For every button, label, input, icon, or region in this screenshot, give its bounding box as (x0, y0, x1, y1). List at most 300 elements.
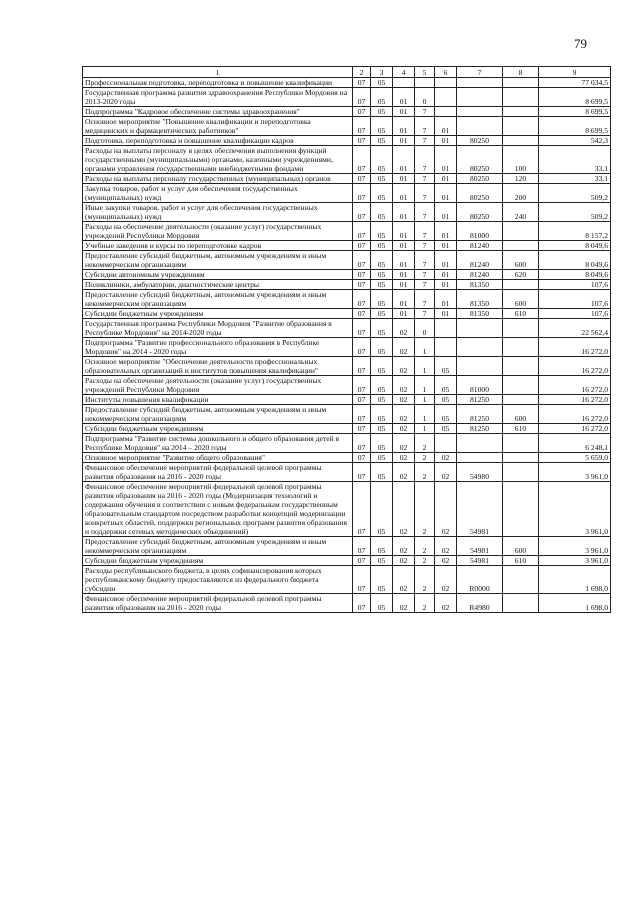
activity-code-cell: 01 (435, 280, 457, 290)
expense-type-code-cell (503, 357, 539, 376)
item-name-cell: Основное мероприятие "Повышение квалификации и переподготовка медицинских и фармацевтических работников" (83, 117, 353, 136)
expense-type-code-cell: 600 (503, 251, 539, 270)
activity-code-cell: 02 (435, 482, 457, 537)
amount-cell: 77 034,5 (539, 78, 611, 88)
subprogram-code-cell: 1 (415, 424, 435, 434)
subsection-code-cell: 05 (371, 117, 393, 136)
activity-code-cell: 01 (435, 136, 457, 146)
item-name-cell: Субсидии автономным учреждениям (83, 270, 353, 280)
program-code-cell: 01 (393, 174, 415, 184)
direction-code-cell: 81250 (457, 424, 503, 434)
subprogram-code-cell: 2 (415, 556, 435, 566)
direction-code-cell: 81350 (457, 280, 503, 290)
table-row (83, 424, 611, 434)
amount-cell: 8 699,5 (539, 117, 611, 136)
activity-code-cell: 05 (435, 357, 457, 376)
amount-cell: 22 562,4 (539, 319, 611, 338)
expense-type-code-cell (503, 453, 539, 463)
program-code-cell: 02 (393, 537, 415, 556)
expense-type-code-cell (503, 594, 539, 613)
section-code-cell: 07 (353, 453, 371, 463)
item-name-cell: Финансовое обеспечение мероприятий федеральной целевой программы развития образования на 2016 - 2020 годы (83, 463, 353, 482)
table-row (83, 556, 611, 566)
amount-cell: 3 961,0 (539, 463, 611, 482)
subprogram-code-cell: 7 (415, 290, 435, 309)
activity-code-cell: 01 (435, 251, 457, 270)
program-code-cell: 02 (393, 424, 415, 434)
header-cell: 3 (371, 67, 393, 78)
table-row (83, 270, 611, 280)
expense-type-code-cell (503, 319, 539, 338)
direction-code-cell: 80250 (457, 203, 503, 222)
direction-code-cell: 81350 (457, 290, 503, 309)
amount-cell: 16 272,0 (539, 424, 611, 434)
item-name-cell: Предоставление субсидий бюджетным, автономным учреждениям и иным некоммерческим организациям (83, 290, 353, 309)
item-name-cell: Расходы на выплаты персоналу государственных (муниципальных) органов (83, 174, 353, 184)
section-code-cell: 07 (353, 280, 371, 290)
activity-code-cell: 01 (435, 309, 457, 319)
section-code-cell: 07 (353, 309, 371, 319)
subprogram-code-cell: 7 (415, 241, 435, 251)
expense-type-code-cell (503, 280, 539, 290)
table-row (83, 395, 611, 405)
table-row (83, 309, 611, 319)
program-code-cell: 01 (393, 309, 415, 319)
amount-cell: 16 272,0 (539, 357, 611, 376)
program-code-cell: 01 (393, 136, 415, 146)
expense-type-code-cell: 240 (503, 203, 539, 222)
activity-code-cell: 01 (435, 290, 457, 309)
subprogram-code-cell: 1 (415, 338, 435, 357)
subsection-code-cell: 05 (371, 405, 393, 424)
subprogram-code-cell: 7 (415, 280, 435, 290)
amount-cell: 3 961,0 (539, 482, 611, 537)
amount-cell: 542,3 (539, 136, 611, 146)
subsection-code-cell: 05 (371, 290, 393, 309)
program-code-cell: 02 (393, 566, 415, 594)
subsection-code-cell: 05 (371, 203, 393, 222)
item-name-cell: Иные закупки товаров, работ и услуг для обеспечения государственных (муниципальных) нужд (83, 203, 353, 222)
subsection-code-cell: 05 (371, 395, 393, 405)
subprogram-code-cell: 7 (415, 146, 435, 174)
direction-code-cell: 81000 (457, 222, 503, 241)
amount-cell: 8 699,5 (539, 107, 611, 117)
table-row (83, 338, 611, 357)
section-code-cell: 07 (353, 566, 371, 594)
page-number: 79 (574, 36, 587, 51)
table-row (83, 78, 611, 88)
direction-code-cell: 54981 (457, 556, 503, 566)
direction-code-cell (457, 88, 503, 107)
direction-code-cell: 54981 (457, 537, 503, 556)
table-row (83, 566, 611, 594)
amount-cell: 16 272,0 (539, 405, 611, 424)
activity-code-cell: 05 (435, 424, 457, 434)
direction-code-cell: 81350 (457, 309, 503, 319)
direction-code-cell: 80250 (457, 184, 503, 203)
subsection-code-cell: 05 (371, 78, 393, 88)
item-name-cell: Закупка товаров, работ и услуг для обеспечения государственных (муниципальных) нужд (83, 184, 353, 203)
direction-code-cell (457, 338, 503, 357)
program-code-cell: 02 (393, 357, 415, 376)
subprogram-code-cell: 0 (415, 88, 435, 107)
section-code-cell: 07 (353, 117, 371, 136)
subsection-code-cell: 05 (371, 482, 393, 537)
subsection-code-cell: 05 (371, 270, 393, 280)
section-code-cell: 07 (353, 482, 371, 537)
program-code-cell: 01 (393, 146, 415, 174)
direction-code-cell: 81240 (457, 241, 503, 251)
subprogram-code-cell: 7 (415, 309, 435, 319)
section-code-cell: 07 (353, 405, 371, 424)
item-name-cell: Подпрограмма "Кадровое обеспечение системы здравоохранения" (83, 107, 353, 117)
activity-code-cell: 01 (435, 203, 457, 222)
activity-code-cell: 05 (435, 405, 457, 424)
subsection-code-cell: 05 (371, 424, 393, 434)
table-row (83, 405, 611, 424)
section-code-cell: 07 (353, 357, 371, 376)
program-code-cell: 02 (393, 319, 415, 338)
direction-code-cell (457, 107, 503, 117)
item-name-cell: Основное мероприятие "Обеспечение деятельности профессиональных образовательных организаций и институтов повышения квалификации" (83, 357, 353, 376)
amount-cell: 8 699,5 (539, 88, 611, 107)
amount-cell: 33,1 (539, 146, 611, 174)
table-row (83, 136, 611, 146)
direction-code-cell: 80250 (457, 146, 503, 174)
expense-type-code-cell (503, 434, 539, 453)
table-row (83, 357, 611, 376)
subprogram-code-cell: 2 (415, 482, 435, 537)
program-code-cell: 01 (393, 280, 415, 290)
activity-code-cell: 02 (435, 594, 457, 613)
subsection-code-cell: 05 (371, 222, 393, 241)
subprogram-code-cell: 2 (415, 537, 435, 556)
section-code-cell: 07 (353, 88, 371, 107)
amount-cell: 8 049,6 (539, 241, 611, 251)
activity-code-cell: 05 (435, 395, 457, 405)
header-cell: 5 (415, 67, 435, 78)
subsection-code-cell: 05 (371, 241, 393, 251)
activity-code-cell (435, 78, 457, 88)
subprogram-code-cell: 7 (415, 222, 435, 241)
table-row (83, 482, 611, 537)
item-name-cell: Подпрограмма "Развитие системы дошкольного и общего образования детей в Республике Мордовия" на 2014 – 2020 годы (83, 434, 353, 453)
direction-code-cell: 80250 (457, 174, 503, 184)
activity-code-cell: 01 (435, 146, 457, 174)
activity-code-cell: 02 (435, 463, 457, 482)
direction-code-cell: 81240 (457, 251, 503, 270)
table-row (83, 203, 611, 222)
amount-cell: 8 157,2 (539, 222, 611, 241)
item-name-cell: Финансовое обеспечение мероприятий федеральной целевой программы развития образования на 2016 - 2020 годы (Модернизация технологий и содержания обучения в соответствии с новым федеральным государственным образовательным стандартом посредством разработки концепций модернизации конкретных областей, поддержки региональных программ развития образования и поддержки сетевых методических объединений) (83, 482, 353, 537)
subprogram-code-cell: 2 (415, 594, 435, 613)
amount-cell: 3 961,0 (539, 556, 611, 566)
program-code-cell: 02 (393, 405, 415, 424)
direction-code-cell: R0000 (457, 566, 503, 594)
expense-type-code-cell (503, 395, 539, 405)
subprogram-code-cell: 2 (415, 453, 435, 463)
item-name-cell: Предоставление субсидий бюджетным, автономным учреждениям и иным некоммерческим организациям (83, 251, 353, 270)
section-code-cell: 07 (353, 434, 371, 453)
amount-cell: 33,1 (539, 174, 611, 184)
expense-type-code-cell (503, 222, 539, 241)
direction-code-cell (457, 453, 503, 463)
program-code-cell: 01 (393, 270, 415, 280)
subsection-code-cell: 05 (371, 434, 393, 453)
amount-cell: 1 698,0 (539, 566, 611, 594)
item-name-cell: Субсидии бюджетным учреждениям (83, 556, 353, 566)
subprogram-code-cell: 2 (415, 463, 435, 482)
section-code-cell: 07 (353, 184, 371, 203)
table-body (83, 78, 611, 613)
direction-code-cell: 54980 (457, 463, 503, 482)
activity-code-cell: 01 (435, 117, 457, 136)
header-cell: 6 (435, 67, 457, 78)
section-code-cell: 07 (353, 136, 371, 146)
direction-code-cell (457, 434, 503, 453)
table-row (83, 107, 611, 117)
amount-cell: 5 659,0 (539, 453, 611, 463)
amount-cell: 16 272,0 (539, 395, 611, 405)
subsection-code-cell: 05 (371, 184, 393, 203)
subsection-code-cell: 05 (371, 566, 393, 594)
amount-cell: 1 698,0 (539, 594, 611, 613)
header-cell: 2 (353, 67, 371, 78)
subsection-code-cell: 05 (371, 309, 393, 319)
program-code-cell: 01 (393, 203, 415, 222)
header-cell: 1 (83, 67, 353, 78)
program-code-cell: 01 (393, 107, 415, 117)
program-code-cell (393, 78, 415, 88)
activity-code-cell (435, 338, 457, 357)
section-code-cell: 07 (353, 290, 371, 309)
direction-code-cell: 81000 (457, 376, 503, 395)
activity-code-cell: 01 (435, 174, 457, 184)
expense-type-code-cell: 600 (503, 537, 539, 556)
subprogram-code-cell: 2 (415, 566, 435, 594)
amount-cell: 107,6 (539, 290, 611, 309)
item-name-cell: Расходы республиканского бюджета, в целях софинансирования которых республиканскому бюджету предоставляются из федерального бюджета субсидии (83, 566, 353, 594)
item-name-cell: Расходы на обеспечение деятельности (оказание услуг) государственных учреждений Республики Мордовия (83, 376, 353, 395)
item-name-cell: Расходы на обеспечение деятельности (оказание услуг) государственных учреждений Республики Мордовия (83, 222, 353, 241)
table-row (83, 117, 611, 136)
item-name-cell: Основное мероприятие "Развитие общего образования" (83, 453, 353, 463)
section-code-cell: 07 (353, 174, 371, 184)
item-name-cell: Подготовка, переподготовка и повышение квалификации кадров (83, 136, 353, 146)
subprogram-code-cell: 7 (415, 184, 435, 203)
program-code-cell: 01 (393, 241, 415, 251)
subsection-code-cell: 05 (371, 338, 393, 357)
section-code-cell: 07 (353, 78, 371, 88)
item-name-cell: Профессиональная подготовка, переподготовка и повышение квалификации (83, 78, 353, 88)
subprogram-code-cell: 1 (415, 405, 435, 424)
subsection-code-cell: 05 (371, 537, 393, 556)
section-code-cell: 07 (353, 463, 371, 482)
program-code-cell: 02 (393, 463, 415, 482)
section-code-cell: 07 (353, 319, 371, 338)
expense-type-code-cell: 200 (503, 184, 539, 203)
item-name-cell: Институты повышения квалификации (83, 395, 353, 405)
item-name-cell: Учебные заведения и курсы по переподготовке кадров (83, 241, 353, 251)
direction-code-cell: 81250 (457, 395, 503, 405)
table-row (83, 241, 611, 251)
subsection-code-cell: 05 (371, 88, 393, 107)
program-code-cell: 01 (393, 251, 415, 270)
direction-code-cell (457, 319, 503, 338)
activity-code-cell: 02 (435, 566, 457, 594)
direction-code-cell: 54981 (457, 482, 503, 537)
expense-type-code-cell (503, 78, 539, 88)
subprogram-code-cell: 1 (415, 395, 435, 405)
expense-type-code-cell (503, 107, 539, 117)
item-name-cell: Подпрограмма "Развитие профессионального образования в Республике Мордовия" на 2014 - 2020 годы (83, 338, 353, 357)
expense-type-code-cell (503, 338, 539, 357)
section-code-cell: 07 (353, 107, 371, 117)
table-header-row (83, 67, 611, 78)
subprogram-code-cell: 1 (415, 357, 435, 376)
expense-type-code-cell (503, 376, 539, 395)
amount-cell: 8 049,6 (539, 270, 611, 280)
subsection-code-cell: 05 (371, 357, 393, 376)
subprogram-code-cell: 7 (415, 117, 435, 136)
subprogram-code-cell: 7 (415, 203, 435, 222)
program-code-cell: 01 (393, 222, 415, 241)
activity-code-cell: 02 (435, 537, 457, 556)
table-row (83, 280, 611, 290)
activity-code-cell (435, 434, 457, 453)
subprogram-code-cell: 2 (415, 434, 435, 453)
subprogram-code-cell: 0 (415, 319, 435, 338)
section-code-cell: 07 (353, 251, 371, 270)
table-row (83, 376, 611, 395)
subprogram-code-cell: 7 (415, 107, 435, 117)
section-code-cell: 07 (353, 241, 371, 251)
item-name-cell: Государственная программа развития здравоохранения Республики Мордовия на 2013-2020 годы (83, 88, 353, 107)
item-name-cell: Поликлиники, амбулатории, диагностические центры (83, 280, 353, 290)
header-cell: 9 (539, 67, 611, 78)
amount-cell: 107,6 (539, 309, 611, 319)
direction-code-cell (457, 357, 503, 376)
budget-table (82, 66, 611, 613)
section-code-cell: 07 (353, 395, 371, 405)
expense-type-code-cell: 600 (503, 290, 539, 309)
activity-code-cell: 01 (435, 222, 457, 241)
program-code-cell: 02 (393, 453, 415, 463)
expense-type-code-cell (503, 482, 539, 537)
direction-code-cell: 81240 (457, 270, 503, 280)
section-code-cell: 07 (353, 222, 371, 241)
table-row (83, 146, 611, 174)
subsection-code-cell: 05 (371, 251, 393, 270)
subprogram-code-cell: 1 (415, 376, 435, 395)
table-row (83, 594, 611, 613)
direction-code-cell (457, 78, 503, 88)
subsection-code-cell: 05 (371, 107, 393, 117)
expense-type-code-cell (503, 241, 539, 251)
table-row (83, 463, 611, 482)
amount-cell: 16 272,0 (539, 376, 611, 395)
activity-code-cell: 02 (435, 453, 457, 463)
expense-type-code-cell: 610 (503, 309, 539, 319)
program-code-cell: 02 (393, 434, 415, 453)
expense-type-code-cell: 610 (503, 424, 539, 434)
section-code-cell: 07 (353, 146, 371, 174)
direction-code-cell: R4980 (457, 594, 503, 613)
subsection-code-cell: 05 (371, 453, 393, 463)
subprogram-code-cell: 7 (415, 174, 435, 184)
header-cell: 7 (457, 67, 503, 78)
activity-code-cell (435, 319, 457, 338)
item-name-cell: Предоставление субсидий бюджетным, автономным учреждениям и иным некоммерческим организациям (83, 537, 353, 556)
direction-code-cell: 81250 (457, 405, 503, 424)
section-code-cell: 07 (353, 270, 371, 280)
table-row (83, 290, 611, 309)
subsection-code-cell: 05 (371, 594, 393, 613)
header-cell: 8 (503, 67, 539, 78)
program-code-cell: 02 (393, 482, 415, 537)
program-code-cell: 01 (393, 184, 415, 203)
expense-type-code-cell (503, 463, 539, 482)
item-name-cell: Государственная программа Республики Мордовия "Развитие образования в Республике Мордовия" на 2014-2020 годы (83, 319, 353, 338)
table-row (83, 251, 611, 270)
program-code-cell: 02 (393, 395, 415, 405)
section-code-cell: 07 (353, 376, 371, 395)
direction-code-cell: 80250 (457, 136, 503, 146)
item-name-cell: Субсидии бюджетным учреждениям (83, 309, 353, 319)
item-name-cell: Предоставление субсидий бюджетным, автономным учреждениям и иным некоммерческим организациям (83, 405, 353, 424)
expense-type-code-cell (503, 117, 539, 136)
item-name-cell: Финансовое обеспечение мероприятий федеральной целевой программы развития образования на 2016 - 2020 годы (83, 594, 353, 613)
activity-code-cell: 05 (435, 376, 457, 395)
subsection-code-cell: 05 (371, 174, 393, 184)
subprogram-code-cell: 7 (415, 270, 435, 280)
subsection-code-cell: 05 (371, 280, 393, 290)
table-row (83, 222, 611, 241)
section-code-cell: 07 (353, 203, 371, 222)
amount-cell: 16 272,0 (539, 338, 611, 357)
direction-code-cell (457, 117, 503, 136)
amount-cell: 509,2 (539, 203, 611, 222)
activity-code-cell: 02 (435, 556, 457, 566)
subsection-code-cell: 05 (371, 136, 393, 146)
program-code-cell: 01 (393, 88, 415, 107)
subsection-code-cell: 05 (371, 376, 393, 395)
activity-code-cell: 01 (435, 184, 457, 203)
amount-cell: 6 248,1 (539, 434, 611, 453)
amount-cell: 3 961,0 (539, 537, 611, 556)
table-row (83, 537, 611, 556)
subsection-code-cell: 05 (371, 146, 393, 174)
header-cell: 4 (393, 67, 415, 78)
subprogram-code-cell (415, 78, 435, 88)
subsection-code-cell: 05 (371, 556, 393, 566)
activity-code-cell: 01 (435, 241, 457, 251)
table-row (83, 434, 611, 453)
activity-code-cell: 01 (435, 270, 457, 280)
expense-type-code-cell: 600 (503, 405, 539, 424)
amount-cell: 509,2 (539, 184, 611, 203)
expense-type-code-cell: 620 (503, 270, 539, 280)
expense-type-code-cell (503, 88, 539, 107)
expense-type-code-cell: 120 (503, 174, 539, 184)
amount-cell: 8 049,6 (539, 251, 611, 270)
section-code-cell: 07 (353, 594, 371, 613)
item-name-cell: Субсидии бюджетным учреждениям (83, 424, 353, 434)
amount-cell: 107,6 (539, 280, 611, 290)
expense-type-code-cell: 100 (503, 146, 539, 174)
program-code-cell: 02 (393, 556, 415, 566)
subsection-code-cell: 05 (371, 463, 393, 482)
